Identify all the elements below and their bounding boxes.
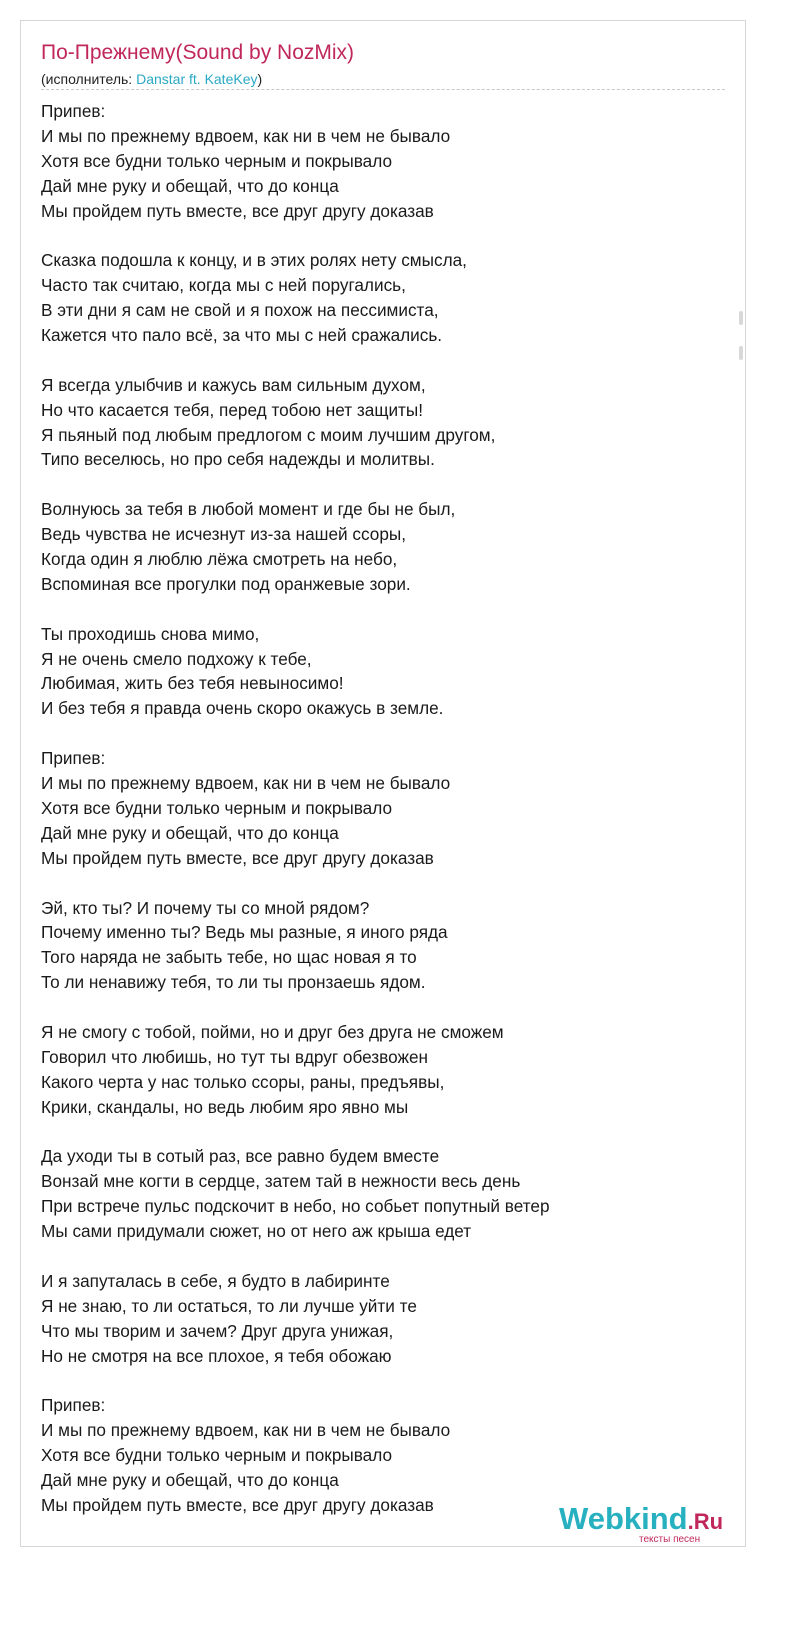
lyric-line: Эй, кто ты? И почему ты со мной рядом? <box>41 897 370 918</box>
logo-tagline: тексты песен <box>639 1534 701 1545</box>
lyric-line: Припев: <box>41 748 106 769</box>
lyric-line: Любимая, жить без тебя невыносимо! <box>41 673 344 694</box>
lyric-line: Вспоминая все прогулки под оранжевые зори. <box>41 573 411 594</box>
logo-brand <box>559 1501 723 1537</box>
scrollbar-mark[interactable] <box>739 311 743 325</box>
lyric-line: И мы по прежнему вдвоем, как ни в чем не бывало <box>41 1420 451 1441</box>
lyric-line: И без тебя я правда очень скоро окажусь в земле. <box>41 698 444 719</box>
lyric-line: Хотя все будни только черным и покрывало <box>41 150 393 171</box>
lyric-line: Я не смогу с тобой, пойми, но и друг без друга не сможем <box>41 1021 504 1042</box>
logo-brand-name: Webkind <box>559 1501 688 1536</box>
lyric-blank-line <box>41 1368 731 1393</box>
lyric-blank-line <box>41 223 731 248</box>
lyric-line: Я не знаю, то ли остаться, то ли лучше уйти те <box>41 1295 417 1316</box>
lyric-blank-line <box>41 871 731 896</box>
lyric-line: Кажется что пало всё, за что мы с ней сражались. <box>41 325 443 346</box>
lyric-line: Мы пройдем путь вместе, все друг другу доказав <box>41 1494 434 1515</box>
lyric-line: Мы сами придумали сюжет, но от него аж крыша едет <box>41 1221 472 1242</box>
lyric-line: Я пьяный под любым предлогом с моим лучшим другом, <box>41 424 496 445</box>
webkind-logo[interactable] <box>559 1501 749 1545</box>
lyric-blank-line <box>41 472 731 497</box>
lyric-line: Ведь чувства не исчезнут из-за нашей ссоры, <box>41 524 407 545</box>
lyric-line: Дай мне руку и обещай, что до конца <box>41 822 339 843</box>
lyric-line: То ли ненавижу тебя, то ли ты пронзаешь ядом. <box>41 972 426 993</box>
lyric-line: Волнуюсь за тебя в любой момент и где бы не был, <box>41 499 456 520</box>
lyric-line: Но не смотря на все плохое, я тебя обожаю <box>41 1345 392 1366</box>
song-title: По-Прежнему(Sound by NozMix) <box>41 41 355 64</box>
lyric-line: Но что касается тебя, перед тобою нет защиты! <box>41 399 424 420</box>
performer-suffix: ) <box>257 71 263 87</box>
lyric-line: Мы пройдем путь вместе, все друг другу доказав <box>41 847 434 868</box>
lyric-line: И я запуталась в себе, я будто в лабиринте <box>41 1270 390 1291</box>
lyric-blank-line <box>41 721 731 746</box>
lyric-line: Я всегда улыбчив и кажусь вам сильным духом, <box>41 374 426 395</box>
lyric-line: Дай мне руку и обещай, что до конца <box>41 175 339 196</box>
lyric-line: Дай мне руку и обещай, что до конца <box>41 1469 339 1490</box>
lyric-line: Припев: <box>41 101 106 121</box>
lyric-line: В эти дни я сам не свой и я похож на пессимиста, <box>41 300 439 321</box>
lyric-line: И мы по прежнему вдвоем, как ни в чем не бывало <box>41 125 451 146</box>
lyric-line: Вонзай мне когти в сердце, затем тай в нежности весь день <box>41 1171 521 1192</box>
lyric-blank-line <box>41 995 731 1020</box>
logo-brand-tld: .Ru <box>687 1509 724 1534</box>
lyric-line: Ты проходишь снова мимо, <box>41 623 260 644</box>
lyric-line: Сказка подошла к концу, и в этих ролях нету смысла, <box>41 250 467 271</box>
header-divider <box>41 89 725 90</box>
lyric-blank-line <box>41 1244 731 1269</box>
lyric-line: Хотя все будни только черным и покрывало <box>41 797 393 818</box>
lyric-line: Хотя все будни только черным и покрывало <box>41 1445 393 1466</box>
lyric-line: Какого черта у нас только ссоры, раны, предъявы, <box>41 1071 445 1092</box>
lyrics-page-frame <box>20 20 746 1547</box>
lyric-line: При встрече пульс подскочит в небо, но собьет попутный ветер <box>41 1196 550 1217</box>
lyric-blank-line <box>41 348 731 373</box>
lyric-line: Когда один я люблю лёжа смотреть на небо, <box>41 549 398 570</box>
lyric-line: Почему именно ты? Ведь мы разные, я иного ряда <box>41 922 448 943</box>
lyrics-body <box>41 99 731 1518</box>
lyric-blank-line <box>41 597 731 622</box>
lyric-line: Часто так считаю, когда мы с ней поругались, <box>41 275 406 296</box>
lyric-line: Припев: <box>41 1395 106 1416</box>
scrollbar-mark[interactable] <box>739 346 743 360</box>
lyric-line: Да уходи ты в сотый раз, все равно будем вместе <box>41 1146 440 1167</box>
lyric-line: И мы по прежнему вдвоем, как ни в чем не бывало <box>41 773 451 794</box>
lyric-line: Крики, скандалы, но ведь любим яро явно мы <box>41 1096 409 1117</box>
lyric-line: Что мы творим и зачем? Друг друга унижая, <box>41 1320 394 1341</box>
lyric-line: Того наряда не забыть тебе, но щас новая я то <box>41 947 417 968</box>
lyric-line: Я не очень смело подхожу к тебе, <box>41 648 312 669</box>
lyric-line: Говорил что любишь, но тут ты вдруг обезвожен <box>41 1046 429 1067</box>
lyric-line: Типо веселюсь, но про себя надежды и молитвы. <box>41 449 435 470</box>
lyric-blank-line <box>41 1120 731 1145</box>
performer-prefix: (исполнитель: <box>41 71 137 87</box>
performer-line <box>41 71 262 87</box>
artist-link[interactable]: Danstar ft. KateKey <box>136 71 258 87</box>
lyric-line: Мы пройдем путь вместе, все друг другу доказав <box>41 200 434 221</box>
